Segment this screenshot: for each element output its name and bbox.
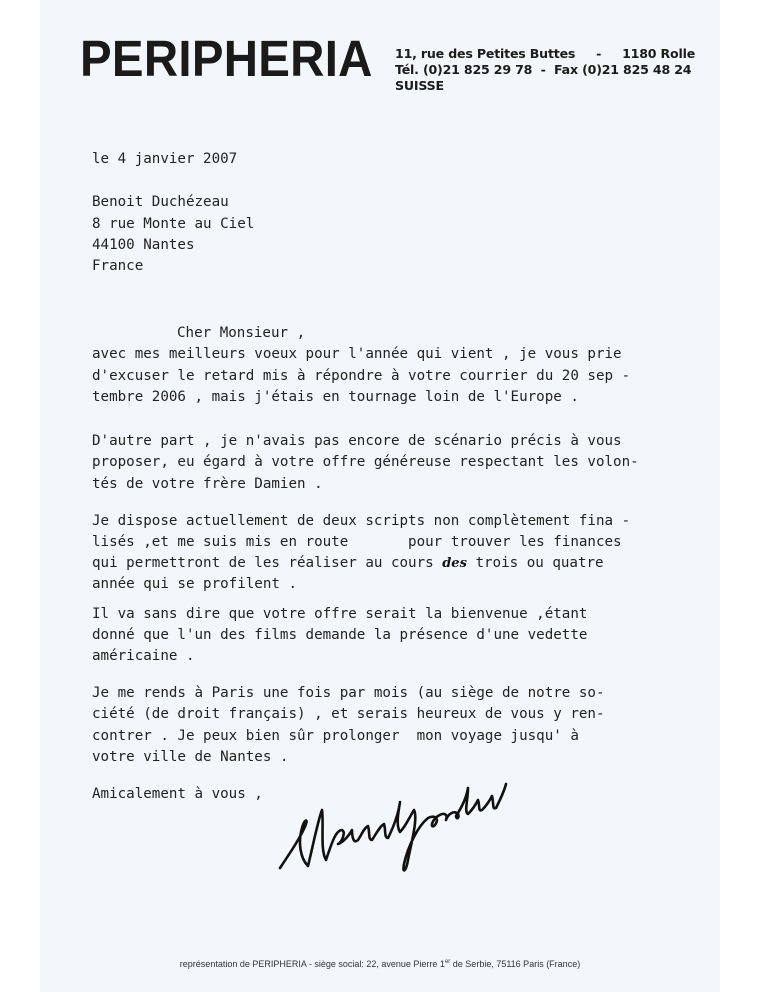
recipient-name: Benoit Duchézeau: [92, 194, 229, 210]
recipient-city: 44100 Nantes: [92, 237, 195, 253]
body-line: donné que l'un des films demande la présence d'une vedette: [92, 627, 588, 643]
body-line: [92, 555, 604, 572]
handwritten-correction: des: [442, 556, 467, 571]
letter-date: le 4 janvier 2007: [92, 151, 238, 167]
body-text: qui permettront de les réaliser au cours: [92, 555, 443, 571]
recipient-country: France: [92, 258, 144, 274]
body-line: Il va sans dire que votre offre serait la bienvenue ,étant: [92, 606, 588, 622]
body-line: tés de votre frère Damien .: [92, 476, 323, 492]
body-line: année qui se profilent .: [92, 576, 297, 592]
signature: [272, 780, 522, 880]
company-logo: PERIPHERIA: [80, 30, 373, 87]
body-line: avec mes meilleurs voeux pour l'année qui vient , je vous prie: [92, 346, 622, 362]
body-line: Je me rends à Paris une fois par mois (au siège de notre so-: [92, 685, 605, 701]
salutation: Cher Monsieur ,: [177, 325, 306, 341]
body-line: proposer, eu égard à votre offre généreuse respectant les volon-: [92, 454, 639, 470]
body-line: contrer . Je peux bien sûr prolonger mon voyage jusqu' à: [92, 728, 579, 744]
footer-text: représentation de PERIPHERIA - siège social: 22, avenue Pierre 1: [179, 959, 445, 969]
body-text: trois ou quatre: [475, 555, 604, 571]
closing: Amicalement à vous ,: [92, 786, 263, 802]
phone-fax-line: Tél. (0)21 825 29 78 - Fax (0)21 825 48 24: [395, 62, 692, 77]
recipient-street: 8 rue Monte au Ciel: [92, 216, 255, 232]
country-line: SUISSE: [395, 78, 444, 93]
body-line: votre ville de Nantes .: [92, 749, 289, 765]
footer-superscript: er: [444, 959, 451, 965]
footer-text: de Serbie, 75116 Paris (France): [450, 959, 581, 969]
body-line: D'autre part , je n'avais pas encore de scénario précis à vous: [92, 433, 622, 449]
footer-registered-office: [0, 959, 760, 969]
body-line: américaine .: [92, 648, 195, 664]
body-line: ciété (de droit français) , et serais heureux de vous y ren-: [92, 706, 605, 722]
letterhead-address: [395, 46, 695, 94]
body-line: lisés ,et me suis mis en route pour trouver les finances: [92, 534, 622, 550]
address-line: 11, rue des Petites Buttes - 1180 Rolle: [395, 46, 696, 61]
body-line: tembre 2006 , mais j'étais en tournage loin de l'Europe .: [92, 389, 579, 405]
body-line: Je dispose actuellement de deux scripts non complètement fina -: [92, 513, 631, 529]
body-line: d'excuser le retard mis à répondre à votre courrier du 20 sep -: [92, 368, 631, 384]
